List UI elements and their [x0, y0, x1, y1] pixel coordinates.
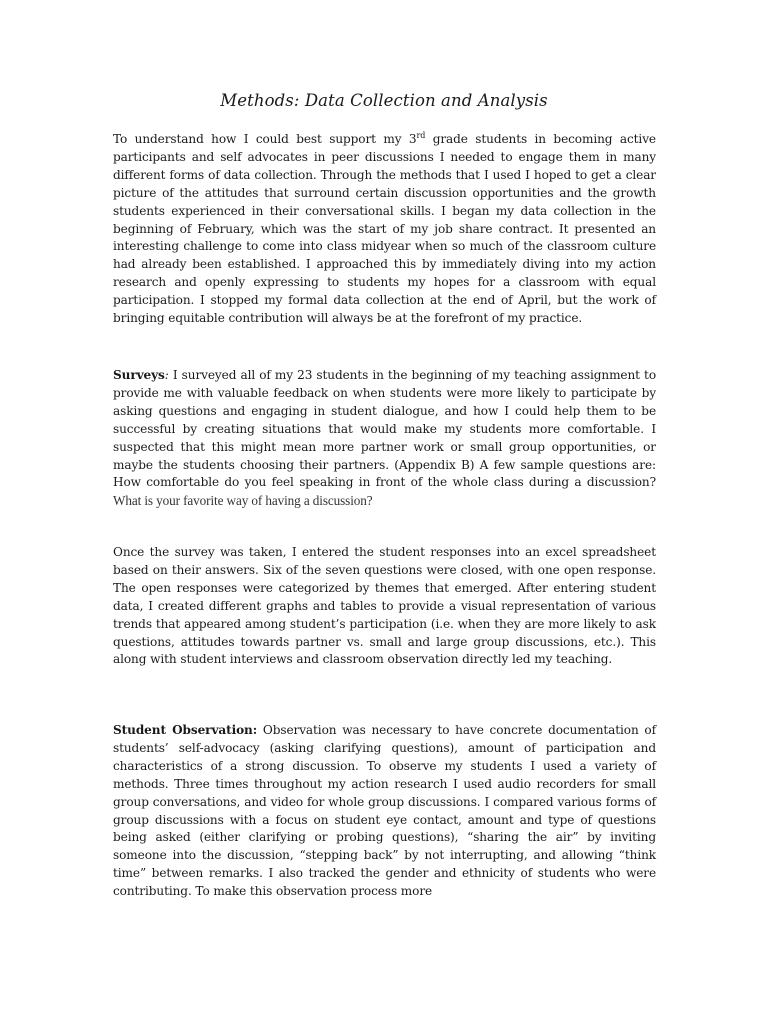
surveys-colon: :	[164, 368, 169, 382]
observation-text: Observation was necessary to have concrete documentation of students’ self-advocacy (asking clarifying questions), amount of participation and characteristics of a strong discussion. To observe my students I used a variety of methods. Three times throughout my action research I used audio recorders for small group conversations, and video for whole group discussions. I compared various forms of group discussions with a focus on student eye contact, amount and type of questions being asked (either clarifying or probing questions), “sharing the air” by inviting someone into the discussion, “stepping back” by not interrupting, and allowing “think time” between remarks. I also tracked the gender and ethnicity of students who were contributing. To make this observation process more	[113, 723, 656, 899]
surveys-paragraph	[113, 367, 656, 511]
survey-analysis-paragraph: Once the survey was taken, I entered the student responses into an excel spreadsheet based on their answers. Six of the seven questions were closed, with one open response. The open responses were categorized by themes that emerged. After entering student data, I created different graphs and tables to provide a visual representation of various trends that appeared among student’s participation (i.e. when they are more likely to ask questions, attitudes towards partner vs. small and large group discussions, etc.). This along with student interviews and classroom observation directly led my teaching.	[113, 545, 656, 667]
observation-paragraph	[113, 722, 656, 901]
surveys-text: I surveyed all of my 23 students in the beginning of my teaching assignment to provide me with valuable feedback on when students were more likely to participate by asking questions and engaging in student dialogue, and how I could help them to be successful by creating situations that would make my students more comfortable. I suspected that this might mean more partner work or small group opportunities, or maybe the students choosing their partners. (Appendix B) A few sample questions are: How comfortable do you feel speaking in front of the whole class during a discussion?	[113, 368, 656, 490]
intro-paragraph	[113, 131, 656, 328]
intro-text-rest: grade students in becoming active participants and self advocates in peer discussions I needed to engage them in many different forms of data collection. Through the methods that I used I hoped to get a clear picture of the attitudes that surround certain discussion opportunities and the growth students experienced in their conversational skills. I began my data collection in the beginning of February, which was the start of my job share contract. It presented an interesting challenge to come into class midyear when so much of the classroom culture had already been established. I approached this by immediately diving into my action research and openly expressing to students my hopes for a classroom with equal participation. I stopped my formal data collection at the end of April, but the work of bringing equitable contribution will always be at the forefront of my practice.	[113, 132, 656, 326]
document-title: Methods: Data Collection and Analysis	[220, 91, 548, 110]
intro-text-start: To understand how I could best support my 3	[113, 132, 417, 146]
ordinal-superscript: rd	[416, 130, 426, 140]
observation-heading: Student Observation:	[113, 723, 258, 737]
surveys-heading: Surveys	[113, 368, 165, 382]
surveys-sample-question: What is your favorite way of having a discussion?	[113, 493, 373, 509]
